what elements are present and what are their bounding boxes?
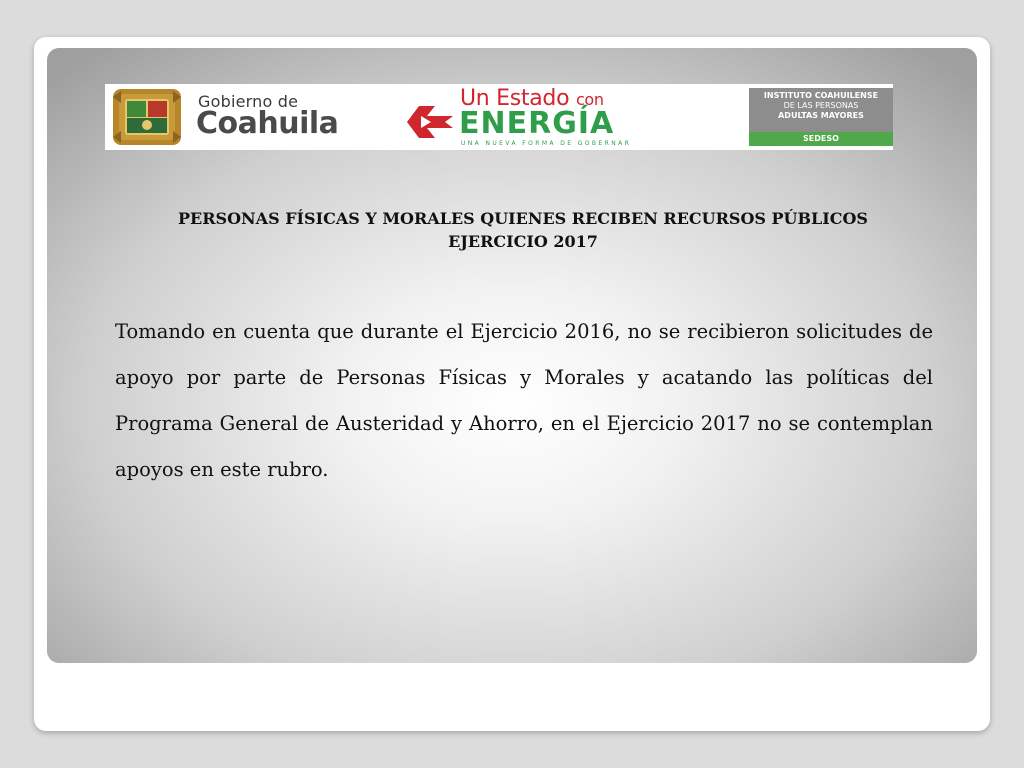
slide-body-text: Tomando en cuenta que durante el Ejercicio 2016, no se recibieron solicitudes de apoyo por parte de Personas Físicas y Morales y acatando las políticas del Programa General de Austeridad y Ahorro, en el Ejercicio 2017 no se contemplan apoyos en este rubro. <box>115 320 933 481</box>
campaign-prefix-small: con <box>575 90 604 109</box>
slide-title <box>105 207 941 253</box>
institute-logo-line1: INSTITUTO COAHUILENSE <box>763 91 879 100</box>
slide-title-line1: PERSONAS FÍSICAS Y MORALES QUIENES RECIBEN RECURSOS PÚBLICOS <box>178 209 868 228</box>
coat-of-arms-icon <box>111 87 183 147</box>
slide-title-line2: EJERCICIO 2017 <box>448 232 598 251</box>
institute-logo <box>749 88 893 146</box>
energia-arrow-icon <box>405 102 455 142</box>
government-logo-line1: Gobierno de <box>198 92 299 111</box>
institute-logo-line4: SEDESO <box>803 134 839 143</box>
logo-banner <box>105 84 893 150</box>
government-logo-line2: Coahuila <box>196 106 339 141</box>
institute-logo-line2: DE LAS PERSONAS <box>783 101 859 110</box>
institute-logo-line3: ADULTAS MAYORES <box>778 111 864 120</box>
campaign-prefix-text: Un Estado <box>460 86 570 111</box>
campaign-logo-tagline: UNA NUEVA FORMA DE GOBERNAR <box>461 140 632 147</box>
campaign-logo-main: ENERGÍA <box>459 106 615 141</box>
